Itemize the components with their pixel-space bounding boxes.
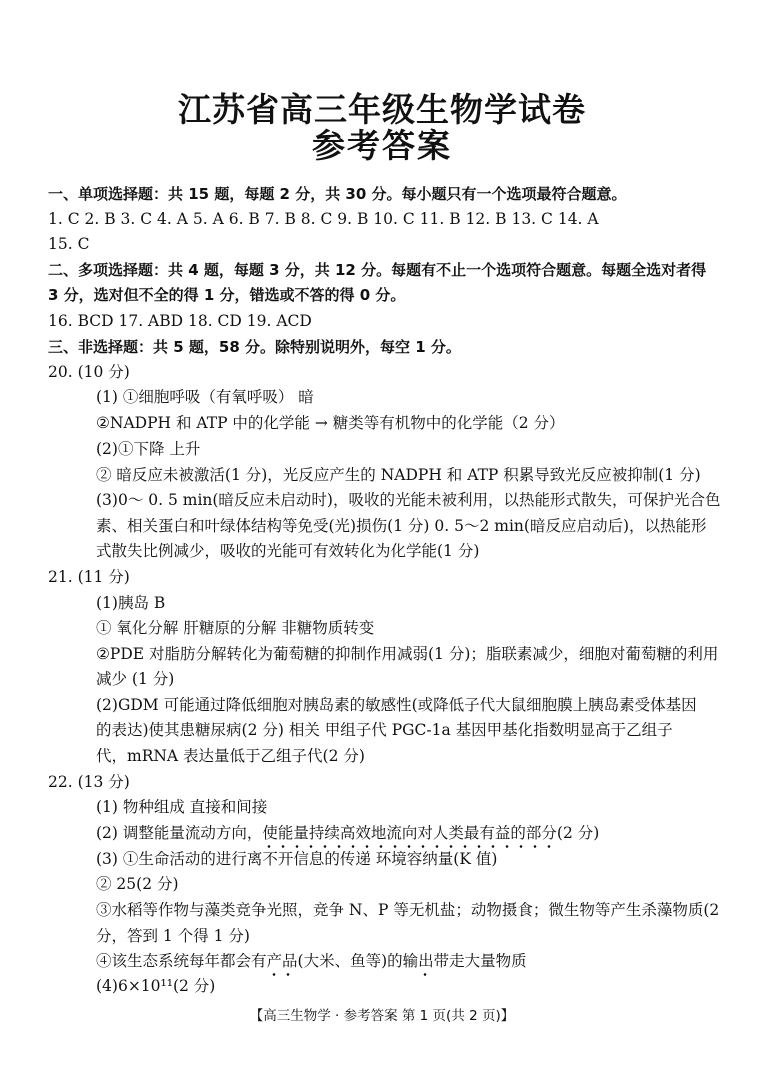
q22-line8: (4)6×10¹¹(2 分) [96,977,216,995]
q22-line7-emphasized2: 出 [418,952,434,970]
q20-line1: (1) ①细胞呼吸（有氧呼吸） 暗 [96,388,314,406]
page-footer: 【高三生物学 · 参考答案 第 1 页(共 2 页)】 [249,1008,515,1024]
section1-answers-row2: 15. C [48,235,90,253]
q20-line6: 素、相关蛋白和叶绿体结构等免受(光)损伤(1 分) 0. 5～2 min(暗反应启动后)，以热能形 [96,517,707,535]
q21-line7: 代，mRNA 表达量低于乙组子代(2 分) [96,747,365,765]
q22-line7 [96,951,527,971]
q20-line3: (2)①下降 上升 [96,440,201,458]
q21-line4: 减少 (1 分) [96,670,175,688]
q22-heading: 22. (13 分) [48,773,130,791]
q21-line3: ②PDE 对脂肪分解转化为葡萄糖的抑制作用减弱(1 分)；脂联素减少，细胞对葡萄糖的利用 [96,645,719,663]
q22-line7-part1: ④该生态系统每年都会有 [96,952,267,970]
q21-line5: (2)GDM 可能通过降低细胞对胰岛素的敏感性(或降低子代大鼠细胞膜上胰岛素受体基因 [96,696,697,714]
q22-line2-part3: (2 分) [556,824,600,842]
q22-line7-part3: (大米、鱼等)的输 [297,952,419,970]
q22-line2 [96,823,599,843]
q21-line1: (1)胰岛 B [96,594,166,612]
q21-line6: 的表达)使其患糖尿病(2 分) 相关 甲组子代 PGC-1a 基因甲基化指数明显高于乙组子 [96,721,673,739]
q22-line2-part1: (2) 调整能量流动方向， [96,824,263,842]
section1-heading: 一、单项选择题：共 15 题，每题 2 分，共 30 分。每小题只有一个选项最符合题意。 [48,185,627,203]
section2-answers: 16. BCD 17. ABD 18. CD 19. ACD [48,312,312,330]
q20-line5: (3)0～ 0. 5 min(暗反应未启动时)，吸收的光能未被利用，以热能形式散失，可保护光合色 [96,491,721,509]
section2-heading-line1: 二、多项选择题：共 4 题，每题 3 分，共 12 分。每题有不止一个选项符合题意。每题全选对者得 [48,261,707,279]
q22-line7-emphasized1: 产品 [266,952,298,970]
section2-heading-line2: 3 分，选对但不全的得 1 分，错选或不答的得 0 分。 [48,286,406,304]
q22-line2-emphasized: 使能量持续高效地流向对人类最有益的部分 [262,824,557,842]
document-subtitle: 参考答案 [312,126,452,165]
q22-line5: ③水稻等作物与藻类竞争光照，竞争 N、P 等无机盐；动物摄食；微生物等产生杀藻物质(2 [96,901,720,919]
q22-line7-part5: 带走大量物质 [433,952,527,970]
q22-line4: ② 25(2 分) [96,875,179,893]
section3-heading: 三、非选择题：共 5 题，58 分。除特别说明外，每空 1 分。 [48,338,461,356]
document-title: 江苏省高三年级生物学试卷 [178,90,586,129]
section1-answers-row1: 1. C 2. B 3. C 4. A 5. A 6. B 7. B 8. C 9. B 10. C 11. B 12. B 13. C 14. A [48,210,599,228]
q20-line2: ②NADPH 和 ATP 中的化学能 → 糖类等有机物中的化学能（2 分） [96,414,565,432]
q21-line2: ① 氧化分解 肝糖原的分解 非糖物质转变 [96,619,375,637]
q20-line7: 式散失比例减少，吸收的光能可有效转化为化学能(1 分) [96,542,480,560]
q22-line1: (1) 物种组成 直接和间接 [96,798,268,816]
q22-line6: 分，答到 1 个得 1 分) [96,927,250,945]
q20-line4: ② 暗反应未被激活(1 分)，光反应产生的 NADPH 和 ATP 积累导致光反应被抑制(1 分) [96,466,701,484]
q20-heading: 20. (10 分) [48,363,130,381]
q22-line3: (3) ①生命活动的进行离不开信息的传递 环境容纳量(K 值) [96,850,498,868]
q21-heading: 21. (11 分) [48,568,130,586]
